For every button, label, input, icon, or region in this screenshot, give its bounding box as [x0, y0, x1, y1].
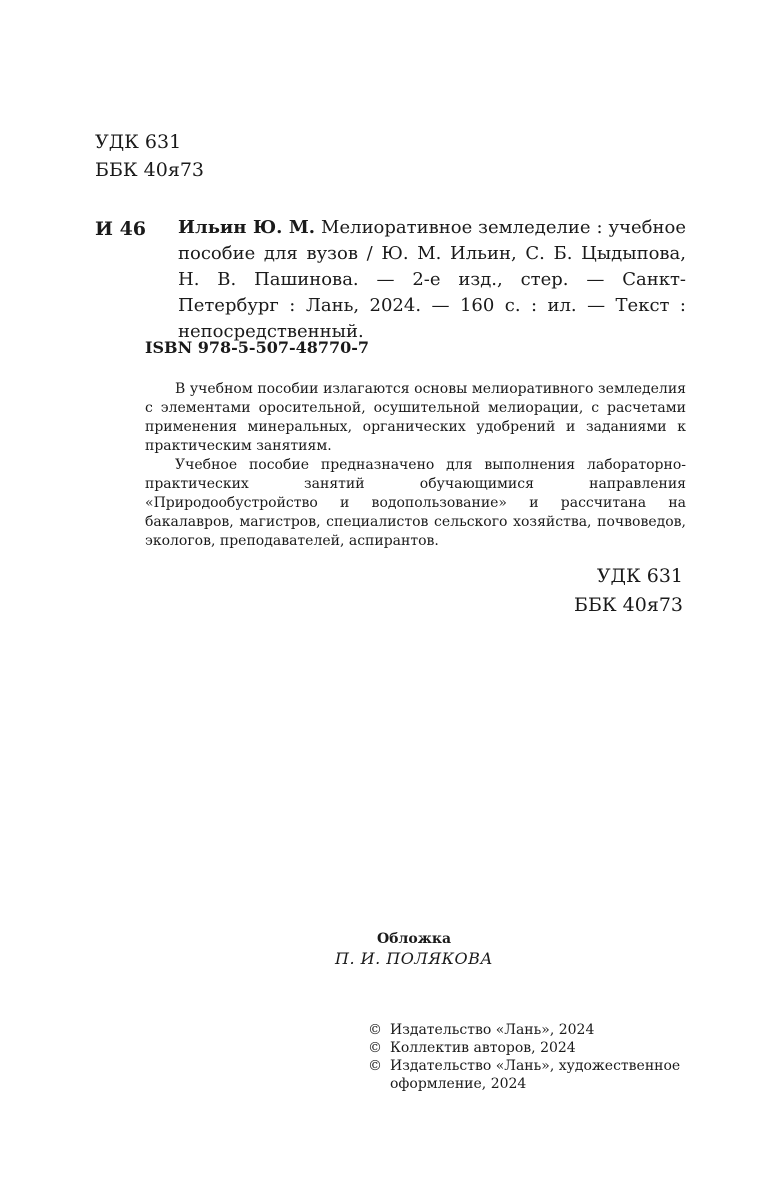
- copyright-line-3: Издательство «Лань», художественное оформление, 2024: [390, 1058, 681, 1092]
- abstract-paragraph-2: Учебное пособие предназначено для выполнения лабораторно-практических занятий обучающимися направления «Природообустройство и водопользование» и рассчитана на бакалавров, магистров, специалистов сельского хозяйства, почвоведов, экологов, преподавателей, аспирантов.: [145, 457, 686, 549]
- classification-top: [95, 128, 204, 184]
- abstract-paragraph-1: В учебном пособии излагаются основы мелиоративного земледелия с элементами оросительной, осушительной мелиорации, с расчетами применения минеральных, органических удобрений и заданиями к практическим занятиям.: [145, 381, 686, 454]
- copyright-row: [368, 1021, 708, 1039]
- udk-code-bottom: УДК 631: [596, 565, 683, 587]
- bbk-code: ББК 40я73: [95, 159, 205, 181]
- bibliographic-description: Мелиоративное земледелие : учебное пособие для вузов / Ю. М. Ильин, С. Б. Цыдыпова, Н. В. Пашинова. — 2-е изд., стер. — Санкт-Петербург : Лань, 2024. — 160 с. : ил. — Текст : непосредственный.: [178, 217, 686, 342]
- copyright-icon: ©: [368, 1040, 382, 1056]
- cover-label: Обложка: [376, 931, 452, 947]
- abstract: [145, 380, 686, 551]
- copyright-icon: ©: [368, 1022, 382, 1038]
- cover-credit: [0, 930, 768, 968]
- udk-code: УДК 631: [95, 131, 182, 153]
- copyright-row: [368, 1057, 708, 1093]
- author-mark: И 46: [95, 218, 147, 240]
- copyright-icon: ©: [368, 1058, 382, 1074]
- copyright-block: [368, 1021, 708, 1093]
- cover-designer: П. И. ПОЛЯКОВА: [335, 949, 493, 968]
- isbn: ISBN 978-5-507-48770-7: [145, 338, 370, 357]
- copyright-row: [368, 1039, 708, 1057]
- copyright-line-1: Издательство «Лань», 2024: [390, 1022, 595, 1038]
- copyright-line-2: Коллектив авторов, 2024: [390, 1040, 576, 1056]
- classification-bottom: [574, 562, 683, 620]
- author-name: Ильин Ю. М.: [178, 217, 316, 238]
- bibliographic-entry: [178, 215, 686, 345]
- bbk-code-bottom: ББК 40я73: [573, 594, 683, 616]
